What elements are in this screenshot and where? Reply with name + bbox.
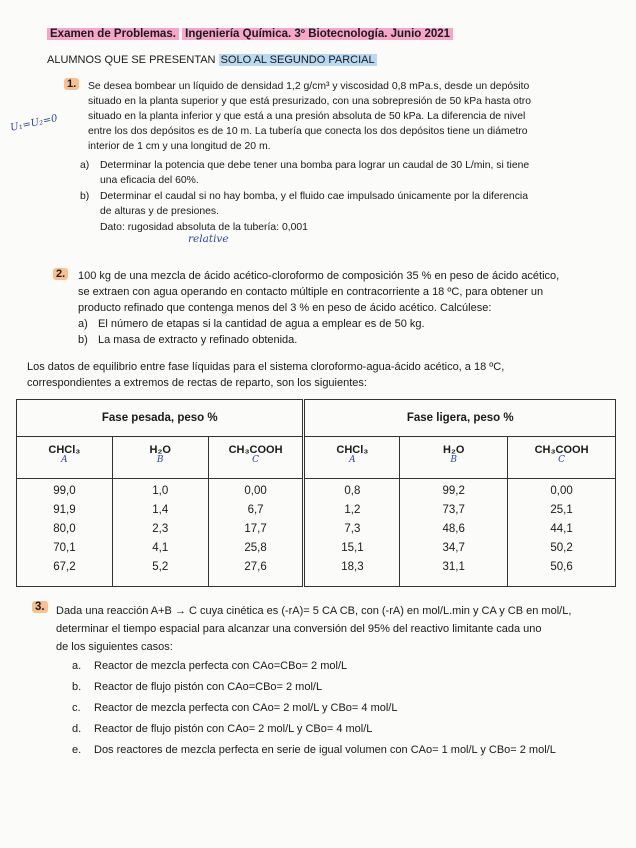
problem2-statement xyxy=(78,268,559,316)
problem1-line: entre los dos depósitos es de 10 m. La tubería que conecta los dos depósitos tiene un diámetro xyxy=(88,126,528,137)
list-item: a. Reactor de mezcla perfecta con CAo=CBo= 2 mol/L xyxy=(72,660,348,672)
problem1-line: interior de 1 cm y una longitud de 20 m. xyxy=(88,141,271,152)
problem3-statement xyxy=(56,602,571,656)
problem1-number: 1. xyxy=(64,78,79,90)
problem2-line: se extraen con agua operando en contacto múltiple en contracorriente a 18 ºC, para obtener un xyxy=(78,286,544,298)
problem3-cases-list xyxy=(72,656,556,761)
problem2-number: 2. xyxy=(53,268,68,280)
subtitle-prefix: ALUMNOS QUE SE PRESENTAN xyxy=(47,54,216,66)
handwritten-relative: relative xyxy=(188,233,229,245)
col-header: CHCl₃ A xyxy=(17,437,113,479)
exam-title-part1: Examen de Problemas. xyxy=(47,28,179,40)
equilibrium-table xyxy=(16,399,616,587)
list-item: e. Dos reactores de mezcla perfecta en serie de igual volumen con CAo= 1 mol/L y CBo= 2 mol/L xyxy=(72,744,556,756)
problem1-statement xyxy=(88,79,531,154)
col-header: CH₃COOH C xyxy=(208,437,304,479)
item-key: a) xyxy=(80,160,90,171)
exam-subtitle xyxy=(47,52,377,68)
exam-title xyxy=(47,28,453,40)
margin-note: U₁=U₂=0 xyxy=(9,113,59,134)
item-key: b) xyxy=(78,334,88,346)
problem2-line: 100 kg de una mezcla de ácido acético-cloroformo de composición 35 % en peso de ácido acético, xyxy=(78,270,560,282)
item-text: Determinar la potencia que debe tener una bomba para lograr un caudal de 30 L/min, si tiene xyxy=(100,160,530,171)
problem3-number: 3. xyxy=(32,601,48,613)
group-heavy-phase: Fase pesada, peso % xyxy=(17,400,304,437)
item-text: de alturas y de presiones. xyxy=(100,206,219,217)
problem1-dato: Dato: rugosidad absoluta de la tubería: 0,001 xyxy=(100,222,308,233)
problem2-line: producto refinado que contenga menos del 3 % en peso de ácido acético. Calcúlese: xyxy=(78,302,492,314)
table-column-values: 0,00 25,1 44,1 50,2 50,6 xyxy=(508,479,616,587)
col-header: H₂O B xyxy=(400,437,508,479)
table-column-values: 99,2 73,7 48,6 34,7 31,1 xyxy=(400,479,508,587)
problem1-item-b xyxy=(80,189,528,219)
item-text: La masa de extracto y refinado obtenida. xyxy=(98,334,298,346)
problem3-line: de los siguientes casos: xyxy=(56,641,173,653)
problem1-line: Se desea bombear un líquido de densidad 1,2 g/cm³ y viscosidad 0,8 mPa.s, desde un depósito xyxy=(88,81,530,92)
col-header: CH₃COOH C xyxy=(508,437,616,479)
list-item: b. Reactor de flujo pistón con CAo=CBo= 2 mol/L xyxy=(72,681,323,693)
item-key: a) xyxy=(78,318,88,330)
intro-line: Los datos de equilibrio entre fase líquidas para el sistema cloroformo-agua-ácido acético, a 18 ºC, xyxy=(27,361,505,373)
subtitle-highlight: SOLO AL SEGUNDO PARCIAL xyxy=(220,54,375,66)
problem3-line: determinar el tiempo espacial para alcanzar una conversión del 95% del reactivo limitante cada uno xyxy=(56,623,542,635)
list-item: c. Reactor de mezcla perfecta con CAo= 2 mol/L y CBo= 4 mol/L xyxy=(72,702,398,714)
col-header: CHCl₃ A xyxy=(304,437,400,479)
table-column-values: 0,8 1,2 7,3 15,1 18,3 xyxy=(304,479,400,587)
table-column-values: 1,0 1,4 2,3 4,1 5,2 xyxy=(112,479,208,587)
problem1-item-a xyxy=(80,158,529,188)
group-light-phase: Fase ligera, peso % xyxy=(304,400,616,437)
exam-title-part2: Ingeniería Química. 3º Biotecnología. Junio 2021 xyxy=(182,28,453,40)
problem2-item-b xyxy=(78,332,297,348)
list-item: d. Reactor de flujo pistón con CAo= 2 mol/L y CBo= 4 mol/L xyxy=(72,723,373,735)
table-column-values: 0,00 6,7 17,7 25,8 27,6 xyxy=(208,479,304,587)
intro-line: correspondientes a extremos de rectas de reparto, son los siguientes: xyxy=(27,377,367,389)
table-column-values: 99,0 91,9 80,0 70,1 67,2 xyxy=(17,479,113,587)
item-key: b) xyxy=(80,191,90,202)
problem2-item-a xyxy=(78,316,425,332)
problem3-line: Dada una reacción A+B → C cuya cinética es (-rA)= 5 CA CB, con (-rA) en mol/L.min y CA y CB en mol/L, xyxy=(56,605,572,617)
table-intro xyxy=(27,359,504,391)
problem1-line: situado en la planta superior y que está presurizado, con una sobrepresión de 50 kPa hasta otro xyxy=(88,96,532,107)
item-text: una eficacia del 60%. xyxy=(100,175,199,186)
item-text: Determinar el caudal si no hay bomba, y el fluido cae impulsado únicamente por la diferencia xyxy=(100,191,528,202)
col-header: H₂O B xyxy=(112,437,208,479)
problem1-line: situado en la planta inferior y que está a una presión absoluta de 50 kPa. La diferencia de nivel xyxy=(88,111,526,122)
item-text: El número de etapas si la cantidad de agua a emplear es de 50 kg. xyxy=(98,318,425,330)
